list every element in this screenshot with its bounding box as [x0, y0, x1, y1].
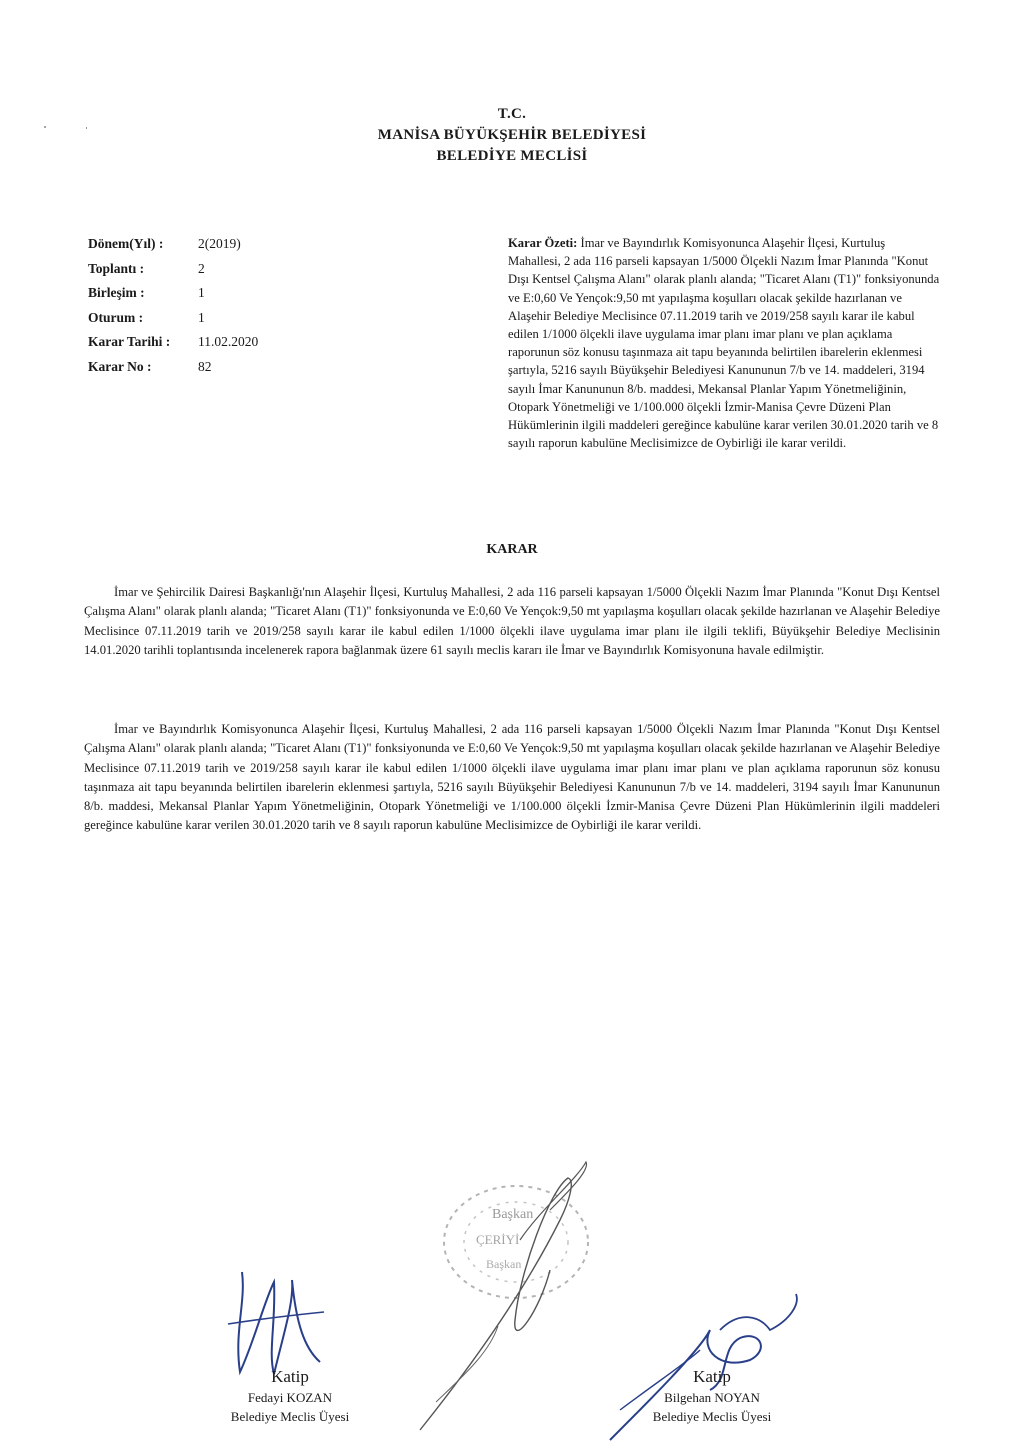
left-signatory [190, 1366, 390, 1426]
meta-value: 1 [198, 285, 205, 300]
stamp-line-1: Başkan [492, 1207, 534, 1222]
body-paragraph-1: İmar ve Şehircilik Dairesi Başkanlığı'nın Alaşehir İlçesi, Kurtuluş Mahallesi, 2 ada 116 parseli kapsayan 1/5000 Ölçekli Nazım İmar Planında "Konut Dışı Kentsel Çalışma Alanı" olarak planlı alanda; "Ticaret Alanı (T1)" fonksiyonunda ve E:0,60 Ve Yençok:9,50 mt yapılaşma koşulları olacak şekilde hazırlanan ve Alaşehir Belediye Meclisince 07.11.2019 tarih ve 2019/258 sayılı karar ile kabul edilen 1/1000 ölçekli ilave uygulama imar planı ile ilgili teklifi, Büyükşehir Belediye Meclisinin 14.01.2020 tarihli toplantısında incelenerek rapora bağlanmak üzere 61 sayılı meclis kararı ile İmar ve Bayındırlık Komisyonuna havale edilmiştir. [84, 585, 940, 657]
meta-row-toplanti [88, 261, 328, 286]
meta-row-karar-tarihi [88, 334, 328, 359]
right-signatory [612, 1366, 812, 1426]
left-signatory-title: Belediye Meclis Üyesi [230, 1409, 350, 1424]
meta-value: 2 [198, 260, 205, 276]
meta-value: 11.02.2020 [198, 334, 259, 349]
meta-label: Dönem(Yıl) : [88, 236, 164, 251]
stamp-line-2: ÇERİYİ [476, 1232, 520, 1247]
summary-label: Karar Özeti: [508, 236, 578, 250]
decision-meta [88, 236, 328, 383]
meta-label: Toplantı : [88, 260, 145, 276]
meta-row-birlesim [88, 285, 328, 310]
meta-label: Birleşim : [88, 285, 145, 300]
meta-value: 2(2019) [198, 236, 241, 251]
karar-heading: KARAR [486, 542, 538, 557]
stamp-line-3: Başkan [486, 1257, 522, 1271]
meta-label: Karar No : [88, 358, 152, 374]
meta-row-karar-no [88, 359, 328, 384]
header-municipality: MANİSA BÜYÜKŞEHİR BELEDİYESİ [377, 127, 647, 143]
right-signatory-role: Katip [693, 1367, 731, 1386]
meta-label: Karar Tarihi : [88, 334, 171, 349]
decision-summary [508, 234, 940, 452]
header-tc: T.C. [497, 106, 527, 122]
meta-label: Oturum : [88, 309, 144, 325]
left-signatory-role: Katip [271, 1367, 309, 1386]
meta-row-oturum [88, 310, 328, 335]
header-council: BELEDİYE MECLİSİ [436, 148, 588, 164]
left-signatory-name: Fedayi KOZAN [247, 1390, 333, 1405]
summary-text: İmar ve Bayındırlık Komisyonunca Alaşehir İlçesi, Kurtuluş Mahallesi, 2 ada 116 parseli kapsayan 1/5000 Ölçekli Nazım İmar Planında "Konut Dışı Kentsel Çalışma Alanı" olarak planlı alanda; "Ticaret Alanı (T1)" fonksiyonunda ve E:0,60 Ve Yençok:9,50 mt yapılaşma koşulları olacak şekilde hazırlanan ve Alaşehir Belediye Meclisince 07.11.2019 tarih ve 2019/258 sayılı karar ile kabul edilen 1/1000 ölçekli ilave uygulama imar planı imar planı ve plan açıklama raporunun söz konusu taşınmaza ait tapu beyanında belirtilen ibarelerin eklenmesi şartıyla, 5216 sayılı Büyükşehir Belediyesi Kanununun 7/b ve 14. maddeleri, 3194 sayılı İmar Kanununun 8/b. maddesi, Mekansal Planlar Yapım Yönetmeliğinin, Otopark Yönetmeliği ve 1/100.000 ölçekli İzmir-Manisa Çevre Düzeni Plan Hükümlerinin ilgili maddeleri gereğince kabulüne karar verilen 30.01.2020 tarih ve 8 sayılı raporun kabulüne Meclisimizce de Oybirliği ile karar verildi. [508, 236, 940, 451]
left-signature [224, 1262, 344, 1382]
meta-value: 1 [198, 309, 205, 325]
body-paragraph-2: İmar ve Bayındırlık Komisyonunca Alaşehir İlçesi, Kurtuluş Mahallesi, 2 ada 116 parseli kapsayan 1/5000 Ölçekli Nazım İmar Planında "Konut Dışı Kentsel Çalışma Alanı" olarak planlı alanda; "Ticaret Alanı (T1)" fonksiyonunda ve E:0,60 Ve Yençok:9,50 mt yapılaşma koşulları olacak şekilde hazırlanan ve Alaşehir Belediye Meclisince 07.11.2019 tarih ve 2019/258 sayılı karar ile kabul edilen 1/1000 ölçekli ilave uygulama imar planı imar planı ve plan açıklama raporunun söz konusu taşınmaza ait tapu beyanında belirtilen ibarelerin eklenmesi şartıyla, 5216 sayılı Büyükşehir Belediyesi Kanununun 7/b ve 14. maddeleri, 3194 sayılı İmar Kanununun 8/b. maddesi, Mekansal Planlar Yapım Yönetmeliğinin, Otopark Yönetmeliği ve 1/100.000 ölçekli İzmir-Manisa Çevre Düzeni Plan Hükümlerinin ilgili maddeleri gereğince kabulüne karar verilen 30.01.2020 tarih ve 8 sayılı raporun kabulüne Meclisimizce de Oybirliği ile karar verildi. [84, 722, 940, 833]
meta-value: 82 [198, 358, 212, 374]
right-signatory-title: Belediye Meclis Üyesi [652, 1409, 772, 1424]
right-signatory-name: Bilgehan NOYAN [664, 1390, 760, 1405]
meta-row-donem [88, 236, 328, 261]
